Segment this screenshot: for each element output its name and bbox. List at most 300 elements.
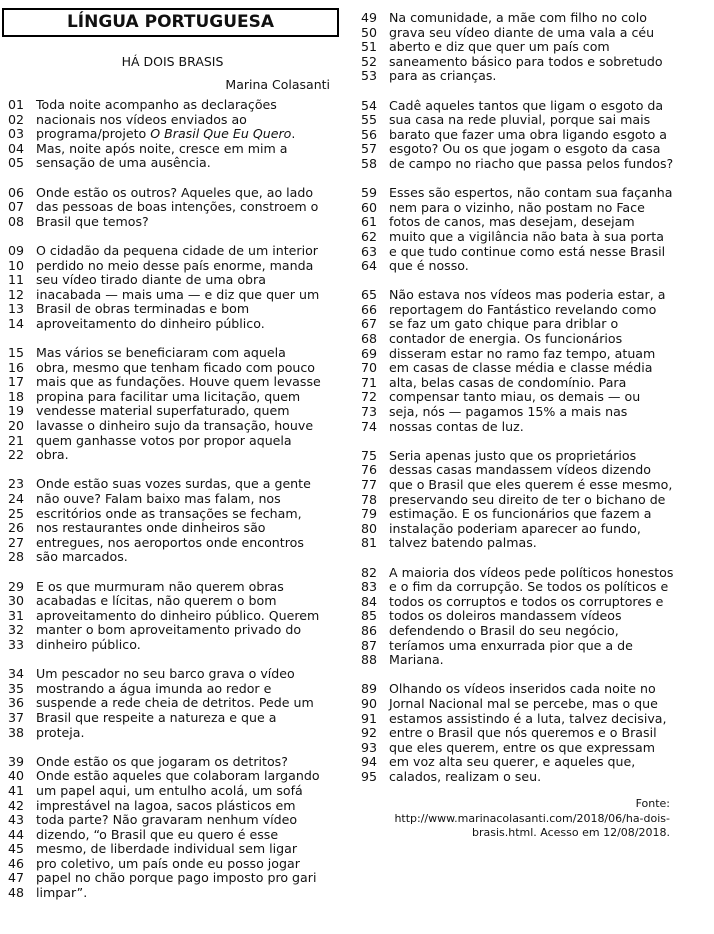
text-line (0, 682, 321, 697)
line-number: 93 (361, 739, 378, 755)
text-line (353, 99, 673, 114)
text-line (0, 857, 321, 872)
text-line (353, 463, 673, 478)
line-number: 64 (361, 258, 378, 274)
line-number: 77 (361, 477, 378, 492)
text-line (0, 215, 321, 230)
text-line (353, 536, 673, 551)
paragraph-gap (353, 84, 673, 99)
line-number: 94 (361, 754, 378, 770)
text-line (353, 317, 673, 332)
line-text: não ouve? Falam baixo mas falam, nos (36, 491, 281, 507)
line-text: mostrando a água imunda ao redor e (36, 680, 272, 696)
line-text: para as crianças. (389, 68, 497, 84)
text-line (0, 317, 321, 332)
line-text: barato que fazer uma obra ligando esgoto a (389, 126, 668, 142)
line-text: todos os corruptos e todos os corruptores e (389, 593, 664, 609)
text-line (0, 302, 321, 317)
line-text: programa/projeto O Brasil Que Eu Quero. (36, 126, 296, 142)
paragraph-gap (0, 171, 321, 186)
line-text: quem ganhasse votos por propor aquela (36, 432, 292, 448)
line-text: A maioria dos vídeos pede políticos honestos (389, 564, 674, 580)
line-text: E os que murmuram não querem obras (36, 578, 284, 594)
paragraph-gap (353, 172, 673, 187)
line-number: 61 (361, 214, 378, 230)
line-number: 56 (361, 126, 378, 142)
line-text: fotos de canos, mas desejam, desejam (389, 214, 635, 230)
paragraph-gap (353, 274, 673, 289)
text-line (353, 478, 673, 493)
line-text: Não estava nos vídeos mas poderia estar, a (389, 287, 666, 303)
text-line (353, 507, 673, 522)
text-line (353, 712, 673, 727)
text-line (0, 711, 321, 726)
line-text: papel no chão porque pago imposto pro gari (36, 870, 317, 886)
line-text: talvez batendo palmas. (389, 535, 537, 551)
line-text: aberto e diz que quer um país com (389, 39, 610, 55)
text-line (0, 784, 321, 799)
line-number: 58 (361, 155, 378, 171)
line-number: 19 (8, 403, 25, 419)
text-line (353, 259, 673, 274)
line-number: 03 (8, 126, 25, 142)
line-number: 88 (361, 652, 378, 668)
source-citation (394, 797, 670, 841)
line-text: Brasil de obras terminadas e bom (36, 301, 250, 317)
line-number: 69 (361, 345, 378, 361)
text-line (353, 361, 673, 376)
line-text: lavasse o dinheiro sujo da transação, houve (36, 418, 314, 434)
line-text: compensar tanto miau, os demais — ou (389, 389, 641, 405)
line-text: dinheiro público. (36, 636, 141, 652)
line-text: muito que a vigilância não bata à sua porta (389, 228, 664, 244)
line-text: todos os doleiros mandassem vídeos (389, 608, 622, 624)
text-line (0, 609, 321, 624)
line-number: 82 (361, 564, 378, 580)
line-number: 65 (361, 287, 378, 303)
line-text: de campo no riacho que passa pelos fundos? (389, 155, 674, 171)
line-number: 67 (361, 316, 378, 332)
line-text: propina para facilitar uma licitação, quem (36, 388, 301, 404)
line-number: 28 (8, 549, 25, 565)
paragraph-gap (0, 653, 321, 668)
line-number: 73 (361, 404, 378, 420)
line-text: imprestável na lagoa, sacos plásticos em (36, 797, 296, 813)
line-text: que eles querem, entre os que expressam (389, 739, 655, 755)
text-line (0, 477, 321, 492)
text-line (0, 492, 321, 507)
line-text: obra. (36, 447, 69, 463)
text-line (353, 288, 673, 303)
line-text: obra, mesmo que tenham ficado com pouco (36, 359, 316, 375)
text-line (353, 697, 673, 712)
line-text: se faz um gato chique para driblar o (389, 316, 619, 332)
line-number: 15 (8, 345, 25, 361)
author-name: Marina Colasanti (225, 77, 330, 92)
text-line (0, 434, 321, 449)
line-number: 46 (8, 855, 25, 871)
line-text: sua casa na rede pluvial, porque sai mais (389, 112, 651, 128)
text-line (0, 186, 321, 201)
left-text-lines (0, 98, 321, 901)
text-line (353, 580, 673, 595)
line-number: 10 (8, 257, 25, 273)
text-line (353, 303, 673, 318)
line-number: 55 (361, 112, 378, 128)
text-line (0, 288, 321, 303)
line-text: calados, realizam o seu. (389, 768, 542, 784)
line-text: Mas, noite após noite, cresce em mim a (36, 140, 288, 156)
line-text: Na comunidade, a mãe com filho no colo (389, 10, 647, 25)
line-text: em casas de classe média e classe média (389, 360, 653, 376)
text-line (353, 493, 673, 508)
line-text: toda parte? Não gravaram nenhum vídeo (36, 812, 298, 828)
text-line (0, 273, 321, 288)
text-line (0, 507, 321, 522)
line-number: 25 (8, 505, 25, 521)
text-line (0, 244, 321, 259)
line-number: 31 (8, 607, 25, 623)
line-number: 42 (8, 797, 25, 813)
line-text: teríamos uma enxurrada pior que a de (389, 637, 633, 653)
text-line (353, 11, 673, 26)
line-number: 02 (8, 111, 25, 127)
text-line (0, 580, 321, 595)
text-line (0, 156, 321, 171)
line-text: são marcados. (36, 549, 128, 565)
line-number: 01 (8, 97, 25, 112)
line-text: vendesse material superfaturado, quem (36, 403, 290, 419)
line-text: entregues, nos aeroportos onde encontros (36, 534, 304, 550)
line-text: Jornal Nacional mal se percebe, mas o que (389, 695, 658, 711)
line-text: esgoto? Ou os que jogam o esgoto da casa (389, 141, 661, 157)
line-number: 24 (8, 491, 25, 507)
line-number: 21 (8, 432, 25, 448)
line-number: 75 (361, 447, 378, 463)
text-line (0, 98, 321, 113)
line-number: 41 (8, 782, 25, 798)
line-text: perdido no meio desse país enorme, manda (36, 257, 314, 273)
line-text: proteja. (36, 724, 85, 740)
source-url-part1: http://www.marinacolasanti.com/2018/06/ha-dois- (394, 811, 670, 825)
line-number: 95 (361, 768, 378, 784)
text-line (353, 55, 673, 70)
text-line (353, 230, 673, 245)
text-line (353, 69, 673, 84)
text-line (0, 594, 321, 609)
line-number: 32 (8, 622, 25, 638)
line-text: Cadê aqueles tantos que ligam o esgoto da (389, 97, 664, 113)
line-number: 80 (361, 520, 378, 536)
line-number: 20 (8, 418, 25, 434)
text-line (0, 638, 321, 653)
text-line (0, 769, 321, 784)
line-number: 18 (8, 388, 25, 404)
line-number: 49 (361, 10, 378, 25)
line-text: reportagem do Fantástico revelando como (389, 301, 657, 317)
text-line (353, 40, 673, 55)
text-line (353, 639, 673, 654)
text-line (353, 595, 673, 610)
line-text: mais que as fundações. Houve quem levasse (36, 374, 321, 390)
line-number: 87 (361, 637, 378, 653)
line-number: 14 (8, 315, 25, 331)
text-line (353, 741, 673, 756)
line-text: Seria apenas justo que os proprietários (389, 447, 637, 463)
line-number: 91 (361, 710, 378, 726)
text-line (353, 142, 673, 157)
line-text: um papel aqui, um entulho acolá, um sofá (36, 782, 303, 798)
text-line (0, 550, 321, 565)
line-text: nacionais nos vídeos enviados ao (36, 111, 247, 127)
line-number: 81 (361, 535, 378, 551)
line-text: Mariana. (389, 652, 444, 668)
right-text-lines (353, 11, 673, 784)
line-number: 62 (361, 228, 378, 244)
text-line (0, 813, 321, 828)
line-number: 04 (8, 140, 25, 156)
text-line (0, 142, 321, 157)
text-line (0, 623, 321, 638)
text-line (0, 842, 321, 857)
line-text: dizendo, “o Brasil que eu quero é esse (36, 826, 279, 842)
text-line (353, 609, 673, 624)
text-line (353, 113, 673, 128)
line-number: 13 (8, 301, 25, 317)
line-number: 79 (361, 506, 378, 522)
line-text: estamos assistindo é a luta, talvez decisiva, (389, 710, 667, 726)
line-text: que o Brasil que eles querem é esse mesmo, (389, 477, 673, 492)
text-line (0, 127, 321, 142)
text-line (353, 201, 673, 216)
line-number: 92 (361, 725, 378, 741)
line-number: 85 (361, 608, 378, 624)
line-text: suspende a rede cheia de detritos. Pede um (36, 695, 314, 711)
paragraph-gap (0, 565, 321, 580)
line-number: 70 (361, 360, 378, 376)
line-text: Toda noite acompanho as declarações (36, 97, 277, 112)
text-line (353, 26, 673, 41)
line-text: Olhando os vídeos inseridos cada noite no (389, 681, 656, 697)
line-number: 16 (8, 359, 25, 375)
line-number: 36 (8, 695, 25, 711)
text-title: HÁ DOIS BRASIS (121, 54, 224, 69)
line-number: 84 (361, 593, 378, 609)
text-line (0, 696, 321, 711)
line-number: 50 (361, 24, 378, 40)
text-line (353, 376, 673, 391)
line-text: Onde estão os outros? Aqueles que, ao lado (36, 184, 314, 200)
paragraph-gap (353, 434, 673, 449)
text-line (0, 375, 321, 390)
text-line (353, 332, 673, 347)
paragraph-gap (0, 463, 321, 478)
paragraph-gap (0, 740, 321, 755)
line-number: 66 (361, 301, 378, 317)
text-line (0, 361, 321, 376)
line-text: e o fim da corrupção. Se todos os políticos e (389, 579, 669, 595)
text-line (0, 871, 321, 886)
line-text: escritórios onde as transações se fecham, (36, 505, 302, 521)
line-text: e que tudo continue como está nesse Brasil (389, 243, 666, 259)
line-text: em voz alta seu querer, e aqueles que, (389, 754, 636, 770)
text-line (353, 566, 673, 581)
text-line (353, 726, 673, 741)
line-number: 05 (8, 155, 25, 171)
line-text: contador de energia. Os funcionários (389, 331, 623, 347)
line-text: alta, belas casas de condomínio. Para (389, 374, 627, 390)
line-number: 08 (8, 213, 25, 229)
line-number: 52 (361, 53, 378, 69)
line-number: 07 (8, 199, 25, 215)
line-text: instalação poderiam aparecer ao fundo, (389, 520, 641, 536)
text-line (0, 113, 321, 128)
text-line (0, 259, 321, 274)
line-number: 57 (361, 141, 378, 157)
text-line (353, 653, 673, 668)
line-number: 54 (361, 97, 378, 113)
line-number: 89 (361, 681, 378, 697)
line-number: 63 (361, 243, 378, 259)
source-url-part2: brasis.html. Acesso em 12/08/2018. (471, 826, 670, 839)
paragraph-gap (0, 332, 321, 347)
line-text: nos restaurantes onde dinheiros são (36, 520, 266, 536)
line-text: dessas casas mandassem vídeos dizendo (389, 462, 651, 478)
line-number: 47 (8, 870, 25, 886)
text-line (353, 347, 673, 362)
line-number: 40 (8, 768, 25, 784)
subject-header (2, 8, 339, 37)
text-line (353, 245, 673, 260)
line-text: sensação de uma ausência. (36, 155, 211, 171)
line-number: 34 (8, 666, 25, 682)
line-text: limpar”. (36, 885, 88, 901)
text-line (353, 128, 673, 143)
line-number: 90 (361, 695, 378, 711)
text-line (0, 755, 321, 770)
text-line (0, 828, 321, 843)
text-line (353, 624, 673, 639)
text-line (0, 200, 321, 215)
line-number: 17 (8, 374, 25, 390)
line-number: 53 (361, 68, 378, 84)
line-number: 09 (8, 242, 25, 258)
program-name: O Brasil Que Eu Quero (150, 126, 292, 142)
line-text: seja, nós — pagamos 15% a mais nas (389, 404, 628, 420)
line-number: 59 (361, 185, 378, 201)
line-number: 60 (361, 199, 378, 215)
text-line (353, 390, 673, 405)
line-number: 37 (8, 709, 25, 725)
line-number: 23 (8, 476, 25, 492)
text-line (0, 419, 321, 434)
text-line (0, 667, 321, 682)
line-number: 06 (8, 184, 25, 200)
line-text: estimação. E os funcionários que fazem a (389, 506, 652, 522)
text-line (0, 536, 321, 551)
line-text: Onde estão os que jogaram os detritos? (36, 753, 288, 769)
line-text: seu vídeo tirado diante de uma obra (36, 272, 266, 288)
line-number: 39 (8, 753, 25, 769)
line-text: nem para o vizinho, não postam no Face (389, 199, 645, 215)
line-text: disseram estar no ramo faz tempo, atuam (389, 345, 656, 361)
line-number: 12 (8, 286, 25, 302)
line-number: 74 (361, 418, 378, 434)
text-line (0, 886, 321, 901)
line-number: 68 (361, 331, 378, 347)
subject-title: LÍNGUA PORTUGUESA (66, 12, 275, 32)
line-text: defendendo o Brasil do seu negócio, (389, 622, 619, 638)
line-number: 22 (8, 447, 25, 463)
line-number: 38 (8, 724, 25, 740)
line-number: 86 (361, 622, 378, 638)
text-line (0, 448, 321, 463)
line-text: que é nosso. (389, 258, 469, 274)
line-text: Esses são espertos, não contam sua façanha (389, 185, 673, 201)
text-line (353, 449, 673, 464)
line-text: Um pescador no seu barco grava o vídeo (36, 666, 295, 682)
line-number: 72 (361, 389, 378, 405)
text-line (0, 799, 321, 814)
line-text: inacabada — mais uma — e diz que quer um (36, 286, 320, 302)
text-line (353, 405, 673, 420)
text-line (0, 404, 321, 419)
text-line (353, 157, 673, 172)
line-number: 43 (8, 812, 25, 828)
line-number: 71 (361, 374, 378, 390)
line-text: preservando seu direito de ter o bichano de (389, 491, 666, 507)
line-text: aproveitamento do dinheiro público. Querem (36, 607, 320, 623)
text-line (353, 682, 673, 697)
line-number: 45 (8, 841, 25, 857)
line-text: Onde estão suas vozes surdas, que a gente (36, 476, 311, 492)
line-text: acabadas e lícitas, não querem o bom (36, 593, 277, 609)
line-text: Brasil que temos? (36, 213, 149, 229)
text-line (0, 390, 321, 405)
line-text: O cidadão da pequena cidade de um interior (36, 242, 318, 258)
text-line (0, 726, 321, 741)
line-text: entre o Brasil que nós queremos e o Brasil (389, 725, 657, 741)
text-line (353, 420, 673, 435)
line-text: pro coletivo, um país onde eu posso jogar (36, 855, 300, 871)
line-number: 29 (8, 578, 25, 594)
line-text: aproveitamento do dinheiro público. (36, 315, 265, 331)
line-number: 78 (361, 491, 378, 507)
line-text: manter o bom aproveitamento privado do (36, 622, 302, 638)
line-text: Onde estão aqueles que colaboram largando (36, 768, 320, 784)
text-line (0, 346, 321, 361)
text-line (353, 215, 673, 230)
text-line (353, 770, 673, 785)
line-number: 48 (8, 885, 25, 901)
text-line (0, 521, 321, 536)
line-number: 26 (8, 520, 25, 536)
line-text: das pessoas de boas intenções, constroem o (36, 199, 319, 215)
line-number: 33 (8, 636, 25, 652)
line-number: 83 (361, 579, 378, 595)
line-number: 11 (8, 272, 25, 288)
source-label: Fonte: (635, 797, 670, 810)
line-text: Mas vários se beneficiaram com aquela (36, 345, 286, 361)
line-text: saneamento básico para todos e sobretudo (389, 53, 663, 69)
paragraph-gap (353, 551, 673, 566)
line-number: 76 (361, 462, 378, 478)
line-text: mesmo, de liberdade individual sem ligar (36, 841, 298, 857)
line-text: grava seu vídeo diante de uma vala a céu (389, 24, 655, 40)
text-line (353, 755, 673, 770)
text-line (353, 522, 673, 537)
line-text: nossas contas de luz. (389, 418, 524, 434)
